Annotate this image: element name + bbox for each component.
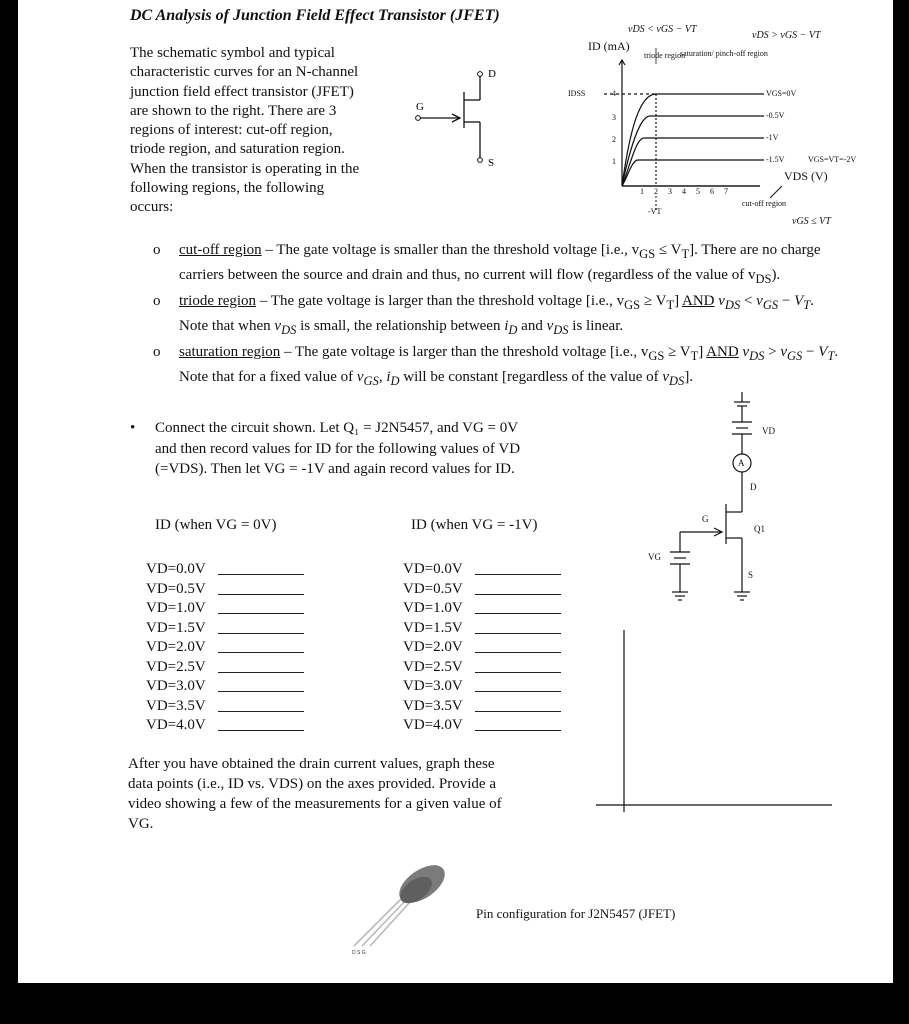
curve-label-2: -1V <box>766 133 779 142</box>
vg-label: VG <box>648 552 661 562</box>
answer-blank[interactable] <box>475 580 561 595</box>
col1-heading: ID (when VG = 0V) <box>155 517 277 533</box>
xtick-7: 7 <box>724 187 728 196</box>
measure-row: VD=3.5V <box>403 697 561 717</box>
ytick-3: 3 <box>612 113 616 122</box>
measure-row: VD=3.0V <box>403 677 561 697</box>
region-name: cut-off region <box>179 242 262 258</box>
measure-row: VD=3.5V <box>146 697 304 717</box>
answer-blank[interactable] <box>218 677 304 692</box>
gate-label: G <box>702 514 709 524</box>
pin-caption: Pin configuration for J2N5457 (JFET) <box>476 906 676 921</box>
jfet-symbol <box>410 62 510 172</box>
source-label: S <box>488 157 495 169</box>
measure-row: VD=0.5V <box>403 580 561 600</box>
page-title: DC Analysis of Junction Field Effect Transistor (JFET) <box>130 7 500 24</box>
curve-label-1: -0.5V <box>766 111 785 120</box>
pin-labels: D S G <box>352 950 366 956</box>
region-item-saturation: o saturation region – The gate voltage is larger than the threshold voltage [i.e., $v_{GS} \ge V_T$] AND $v_{DS} > v_{GS} - V_T$. Note that for a fixed value of $v_{GS}$, $i_D$ will be constant [regardless of the value of $v_{DS}$]. <box>153 344 839 388</box>
answer-blank[interactable] <box>218 716 304 731</box>
gate-label: G <box>416 101 424 113</box>
region-name: saturation region <box>179 344 281 360</box>
ammeter-label: A <box>738 458 745 468</box>
answer-blank[interactable] <box>218 638 304 653</box>
answer-blank[interactable] <box>475 638 561 653</box>
region-item-cutoff: o cut-off region – The gate voltage is smaller than the threshold voltage [i.e., $v_{GS} \le V_T$]. There are no charge carriers between the source and drain and thus, no current will flow (regardless of the value of $v_{DS}$). <box>153 242 821 286</box>
measure-row: VD=2.5V <box>403 658 561 678</box>
triode-condition-label: vDS < vGS − VT <box>628 24 697 35</box>
idss-label: IDSS <box>568 89 586 98</box>
measure-row: VD=0.5V <box>146 580 304 600</box>
measure-row: VD=4.0V <box>146 716 304 736</box>
drain-label: D <box>750 482 757 492</box>
answer-blank[interactable] <box>218 697 304 712</box>
source-label: S <box>748 570 754 580</box>
test-circuit <box>640 392 790 614</box>
answer-blank[interactable] <box>475 716 561 731</box>
connect-instructions: • Connect the circuit shown. Let Q₁ = J2N5457, and VG = 0V and then record values for ID for the following values of VD (=VDS). Then let VG = -1V and again record values for ID. <box>130 420 521 477</box>
answer-blank[interactable] <box>475 677 561 692</box>
vd-list-vg-neg1 <box>403 560 561 736</box>
measure-row: VD=4.0V <box>403 716 561 736</box>
blank-graph-axes[interactable] <box>590 628 840 814</box>
xtick-6: 6 <box>710 187 714 196</box>
answer-blank[interactable] <box>475 619 561 634</box>
measure-row: VD=3.0V <box>146 677 304 697</box>
regions-list <box>152 240 842 393</box>
xtick-3: 3 <box>668 187 672 196</box>
answer-blank[interactable] <box>218 560 304 575</box>
chart-ylabel: ID (mA) <box>588 39 630 53</box>
answer-blank[interactable] <box>218 658 304 673</box>
measure-row: VD=0.0V <box>403 560 561 580</box>
ytick-1: 1 <box>612 157 616 166</box>
region-item-triode: o triode region – The gate voltage is larger than the threshold voltage [i.e., $v_{GS} \ge V_T$] AND $v_{DS} < v_{GS} - V_T$. Note that when $v_{DS}$ is small, the relationship between $i_D$ and $v_{DS}$ is linear. <box>153 293 814 337</box>
measure-row: VD=1.5V <box>146 619 304 639</box>
xtick-1: 1 <box>640 187 644 196</box>
drain-label: D <box>488 68 496 80</box>
triode-label: triode region <box>644 51 686 60</box>
curve-label-3: -1.5V <box>766 155 785 164</box>
chart-xlabel: VDS (V) <box>784 169 828 183</box>
saturation-condition-label: vDS > vGS − VT <box>752 30 821 41</box>
xtick-2: 2 <box>654 187 658 196</box>
answer-blank[interactable] <box>218 580 304 595</box>
answer-blank[interactable] <box>475 658 561 673</box>
col2-heading: ID (when VG = -1V) <box>411 517 538 533</box>
vd-list-vg0 <box>146 560 304 736</box>
answer-blank[interactable] <box>218 599 304 614</box>
ytick-4: 4 <box>612 89 616 98</box>
graph-instructions: After you have obtained the drain current values, graph these data points (i.e., ID vs. VDS) on the axes provided. Provide a video showing a few of the measurements for a given value of VG. <box>128 756 502 832</box>
region-name: triode region <box>179 293 257 309</box>
measure-row: VD=1.0V <box>146 599 304 619</box>
measure-row: VD=1.0V <box>403 599 561 619</box>
saturation-label: saturation/ pinch-off region <box>680 49 768 58</box>
xtick-5: 5 <box>696 187 700 196</box>
ytick-2: 2 <box>612 135 616 144</box>
transistor-package-image <box>340 862 460 962</box>
measure-row: VD=1.5V <box>403 619 561 639</box>
cutoff-label: cut-off region <box>742 199 787 208</box>
curve-label-4: VGS=VT=-2V <box>808 155 857 164</box>
measure-row: VD=2.0V <box>146 638 304 658</box>
characteristic-curves-chart <box>560 18 880 236</box>
answer-blank[interactable] <box>475 560 561 575</box>
neg-vt-label: -VT <box>648 207 662 216</box>
xtick-4: 4 <box>682 187 686 196</box>
cutoff-condition-label: vGS ≤ VT <box>792 216 831 227</box>
measure-row: VD=2.5V <box>146 658 304 678</box>
q1-label: Q1 <box>754 524 765 534</box>
measure-row: VD=2.0V <box>403 638 561 658</box>
intro-paragraph: The schematic symbol and typical characteristic curves for an N-channel junction field effect transistor (JFET) are shown to the right. There are 3 regions of interest: cut-off region, triode region, and saturation region. When the transistor is operating in the following regions, the following occurs: <box>130 45 360 216</box>
answer-blank[interactable] <box>218 619 304 634</box>
vd-label: VD <box>762 426 775 436</box>
measure-row: VD=0.0V <box>146 560 304 580</box>
answer-blank[interactable] <box>475 697 561 712</box>
curve-label-0: VGS=0V <box>766 89 797 98</box>
answer-blank[interactable] <box>475 599 561 614</box>
